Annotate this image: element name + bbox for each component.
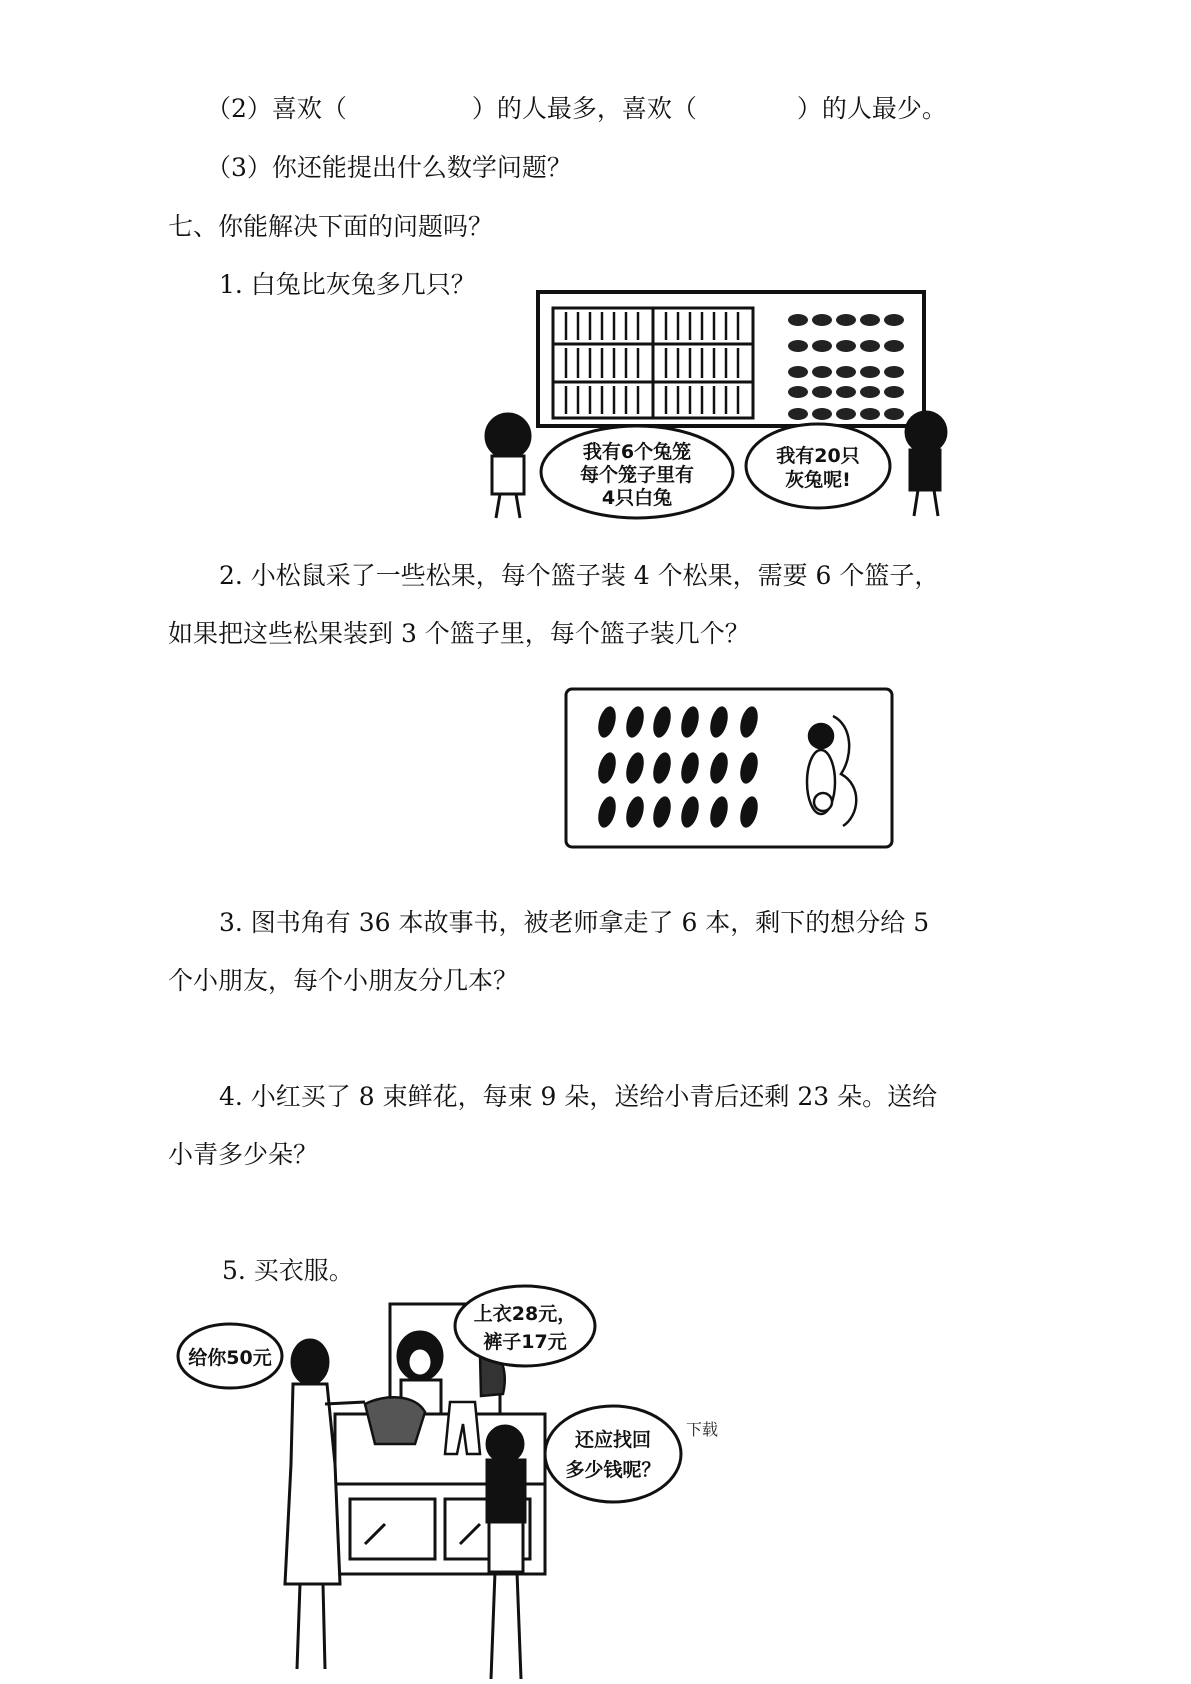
clothes-shop-figure [175, 1284, 705, 1684]
seller-speech-bubble [455, 1286, 595, 1366]
problem-3-line-1: 3. 图书角有 36 本故事书，被老师拿走了 6 本，剩下的想分给 5 [219, 908, 930, 937]
problem-3-line-2: 个小朋友，每个小朋友分几本？ [168, 966, 519, 995]
right-bubble-line-1: 我有20只 [776, 445, 860, 467]
rabbit-figure [478, 286, 948, 522]
problem-5-text: 5. 买衣服。 [222, 1256, 354, 1285]
question-6-2: （2）喜欢（ ）的人最多，喜欢（ ）的人最少。 [206, 94, 947, 123]
right-child [906, 412, 946, 516]
boy [487, 1426, 525, 1679]
left-bubble-line-2: 每个笼子里有 [579, 464, 695, 486]
question-6-3: （3）你还能提出什么数学问题？ [206, 153, 572, 182]
left-child [486, 414, 530, 518]
problem-2-line-2: 如果把这些松果装到 3 个篮子里，每个篮子装几个？ [168, 619, 750, 648]
seller-bubble-line-1: 上衣28元， [473, 1303, 577, 1325]
seller-bubble-line-2: 裤子17元 [483, 1331, 567, 1353]
boy-bubble-line-1: 还应找回 [574, 1429, 652, 1451]
pinecone-figure [563, 686, 895, 850]
woman-bubble-text: 给你50元 [188, 1347, 272, 1369]
problem-4-line-1: 4. 小红买了 8 束鲜花，每束 9 朵，送给小青后还剩 23 朵。送给 [219, 1082, 938, 1111]
problem-2-line-1: 2. 小松鼠采了一些松果，每个篮子装 4 个松果，需要 6 个篮子， [219, 561, 940, 590]
section-7-heading: 七、你能解决下面的问题吗？ [168, 212, 494, 241]
left-bubble-line-1: 我有6个兔笼 [582, 441, 692, 463]
right-bubble-line-2: 灰兔呢! [785, 469, 851, 491]
left-bubble-line-3: 4只白兔 [601, 487, 673, 509]
boy-speech-bubble [545, 1406, 681, 1502]
watermark-text: 下载 [686, 1420, 719, 1439]
problem-1-text: 1. 白兔比灰兔多几只？ [219, 270, 476, 299]
problem-4-line-2: 小青多少朵？ [168, 1140, 319, 1169]
boy-bubble-line-2: 多少钱呢？ [565, 1459, 661, 1481]
